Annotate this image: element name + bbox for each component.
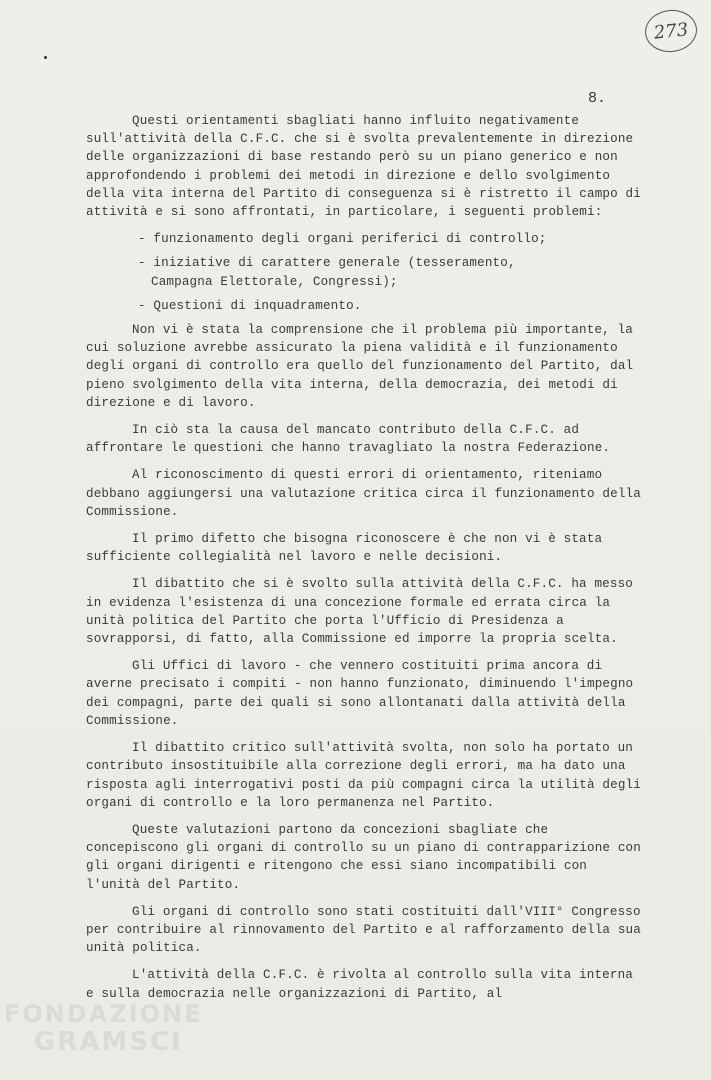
- list-item: [138, 254, 646, 290]
- paragraph: Il dibattito che si è svolto sulla attività della C.F.C. ha messo in evidenza l'esistenza di una concezione formale ed errata circa la unità politica del Partito che porta l'Ufficio di Presidenza a sovrapporsi, di fatto, alla Commissione ed imporre la propria scelta.: [86, 577, 633, 647]
- punch-mark: [44, 56, 47, 59]
- paragraph: Il dibattito critico sull'attività svolta, non solo ha portato un contributo insostituibile alla correzione degli errori, ma ha dato una risposta agli interrogativi posti da più compagni circa la utilità degli organi di controllo e la loro permanenza nel Partito.: [86, 741, 641, 810]
- watermark-logo: [4, 1000, 203, 1056]
- watermark-line: FONDAZIONE: [4, 1000, 203, 1028]
- paragraph: Gli organi di controllo sono stati costituiti dall'VIII° Congresso per contribuire al rinnovamento del Partito e al rafforzamento della sua unità politica.: [86, 904, 641, 956]
- paragraph-intro: Questi orientamenti sbagliati hanno influito negativamente sull'attività della C.F.C. che si è svolta prevalentemente in direzione delle organizzazioni di base restando però su un piano generico e non approfondendo i problemi dei metodi in direzione e dello svolgimento della vita interna del Partito di conseguenza si è ristretto il campo di attività e si sono affrontati, in particolare, i seguenti problemi:: [86, 114, 641, 220]
- paragraph: Il primo difetto che bisogna riconoscere è che non vi è stata sufficiente collegialità nel lavoro e nelle decisioni.: [86, 532, 603, 565]
- paragraph: Al riconoscimento di questi errori di orientamento, riteniamo debbano aggiungersi una valutazione critica circa il funzionamento della Commissione.: [86, 468, 641, 519]
- paragraph: Gli Uffici di lavoro - che vennero costituiti prima ancora di averne precisato i compiti - non hanno funzionato, diminuendo l'impegno dei compagni, parte dei quali si sono allontanati dalla attività della Commissione.: [86, 659, 634, 728]
- paragraph: Non vi è stata la comprensione che il problema più importante, la cui soluzione avrebbe assicurato la piena validità e il funzionamento degli organi di controllo era quello del funzionamento del Partito, dal pieno svolgimento della vita interna, della democrazia, dei metodi di direzione e di lavoro.: [86, 323, 634, 410]
- list-item: - Questioni di inquadramento.: [138, 298, 362, 313]
- watermark-line: GRAMSCI: [34, 1027, 183, 1057]
- archive-stamp: 273: [643, 7, 699, 54]
- list-item: - funzionamento degli organi periferici di controllo;: [138, 232, 547, 247]
- paragraph: L'attività della C.F.C. è rivolta al controllo sulla vita interna e sulla democrazia nelle organizzazioni di Partito, al: [86, 968, 633, 1001]
- paragraph: Queste valutazioni partono da concezioni sbagliate che concepiscono gli organi di controllo su un piano di contrapparizione con gli organi dirigenti e ritengono che essi siano incompatibili con l'unità del Partito.: [86, 822, 641, 892]
- page-number: 8.: [588, 90, 607, 107]
- paragraph: In ciò sta la causa del mancato contributo della C.F.C. ad affrontare le questioni che hanno travagliato la nostra Federazione.: [86, 423, 611, 456]
- list-item-continuation: Campagna Elettorale, Congressi);: [151, 274, 398, 289]
- list-item-line: - iniziative di carattere generale (tesseramento,: [138, 256, 516, 271]
- document-body: [86, 112, 646, 1012]
